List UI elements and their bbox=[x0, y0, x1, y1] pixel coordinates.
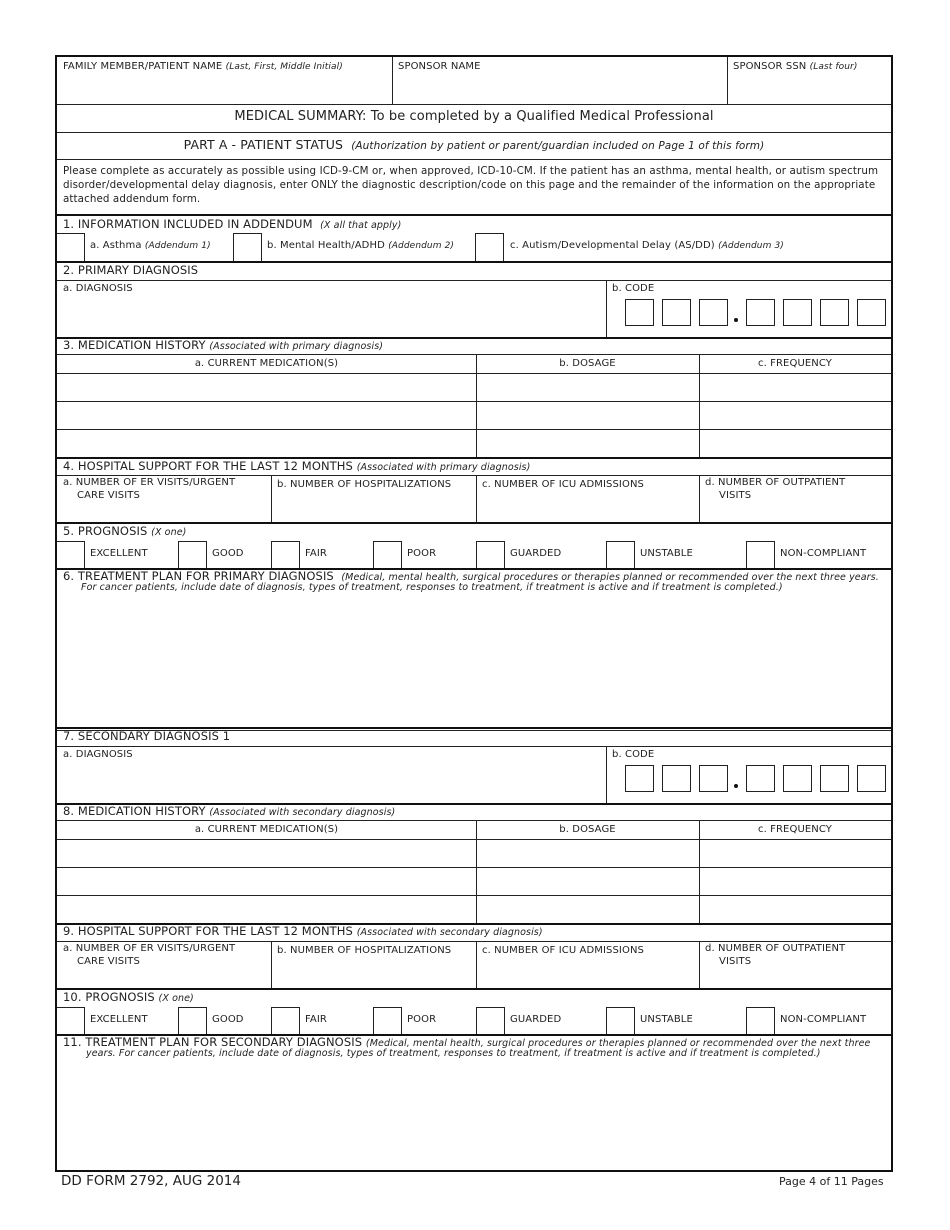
secondary-code-digit[interactable] bbox=[746, 765, 775, 792]
section-6-hint: For cancer patients, include date of diagnosis, types of treatment, responses to treatment, if treatment is active and if treatment is completed.) bbox=[81, 582, 783, 593]
prognosis-option-label: FAIR bbox=[305, 1014, 327, 1025]
patient-name-input[interactable] bbox=[61, 73, 389, 101]
code-decimal-point bbox=[734, 318, 738, 322]
er-visits-label-cont: CARE VISITS bbox=[77, 956, 140, 967]
patient-name-label: FAMILY MEMBER/PATIENT NAME (Last, First, Middle Initial) bbox=[63, 61, 343, 72]
secondary-treatment-plan-input[interactable] bbox=[59, 1063, 889, 1169]
section-1-label: 1. INFORMATION INCLUDED IN ADDENDUM (X all that apply) bbox=[63, 217, 402, 231]
medication-column-header: a. CURRENT MEDICATION(S) bbox=[194, 824, 339, 835]
section-4-label: 4. HOSPITAL SUPPORT FOR THE LAST 12 MONTHS (Associated with primary diagnosis) bbox=[63, 459, 531, 473]
icu-admissions-input[interactable] bbox=[478, 959, 697, 987]
prognosis-excellent-checkbox[interactable] bbox=[58, 542, 83, 567]
prognosis-option-label: POOR bbox=[407, 1014, 437, 1025]
asthma-checkbox[interactable] bbox=[58, 234, 83, 260]
table-row[interactable] bbox=[57, 868, 891, 895]
primary-code-digit[interactable] bbox=[783, 299, 812, 326]
secondary-code-digit[interactable] bbox=[783, 765, 812, 792]
secondary-code-digit[interactable] bbox=[662, 765, 691, 792]
medication-column-header: a. CURRENT MEDICATION(S) bbox=[194, 358, 339, 369]
medical-summary-form bbox=[55, 55, 893, 1172]
asthma-label: a. Asthma (Addendum 1) bbox=[90, 240, 211, 251]
prognosis-noncompliant-checkbox[interactable] bbox=[746, 541, 775, 569]
page-number: Page 4 of 11 Pages bbox=[779, 1175, 884, 1188]
prognosis-option-label: GUARDED bbox=[510, 548, 562, 559]
prognosis-option-label: NON-COMPLIANT bbox=[780, 1014, 867, 1025]
prognosis-poor-checkbox[interactable] bbox=[373, 541, 402, 569]
secondary-code-digit[interactable] bbox=[857, 765, 886, 792]
hospitalizations-label: b. NUMBER OF HOSPITALIZATIONS bbox=[277, 479, 452, 490]
secondary-code-digit[interactable] bbox=[625, 765, 654, 792]
outpatient-visits-input[interactable] bbox=[701, 503, 889, 521]
prognosis-option-label: NON-COMPLIANT bbox=[780, 548, 867, 559]
secondary-diagnosis-input[interactable] bbox=[61, 763, 601, 801]
prognosis-option-label: GUARDED bbox=[510, 1014, 562, 1025]
part-a-heading: PART A - PATIENT STATUS (Authorization by patient or parent/guardian included on Page 1 of this form) bbox=[183, 137, 765, 152]
outpatient-visits-label-cont: VISITS bbox=[719, 956, 752, 967]
er-visits-input[interactable] bbox=[59, 969, 269, 987]
prognosis-good-checkbox[interactable] bbox=[178, 541, 207, 569]
icu-admissions-label: c. NUMBER OF ICU ADMISSIONS bbox=[482, 945, 644, 956]
prognosis-option-label: EXCELLENT bbox=[90, 1014, 148, 1025]
sponsor-name-label: SPONSOR NAME bbox=[398, 61, 481, 72]
mental-health-checkbox[interactable] bbox=[233, 233, 262, 262]
secondary-code-digit[interactable] bbox=[699, 765, 728, 792]
dosage-column-header: b. DOSAGE bbox=[559, 824, 616, 835]
icu-admissions-label: c. NUMBER OF ICU ADMISSIONS bbox=[482, 479, 644, 490]
secondary-code-digit[interactable] bbox=[820, 765, 849, 792]
code-decimal-point bbox=[734, 784, 738, 788]
prognosis-option-label: UNSTABLE bbox=[640, 548, 693, 559]
prognosis-excellent-checkbox[interactable] bbox=[58, 1008, 83, 1033]
primary-code-digit[interactable] bbox=[699, 299, 728, 326]
primary-code-digit[interactable] bbox=[746, 299, 775, 326]
sponsor-ssn-input[interactable] bbox=[731, 73, 889, 101]
prognosis-unstable-checkbox[interactable] bbox=[606, 1007, 635, 1035]
outpatient-visits-label: d. NUMBER OF OUTPATIENT bbox=[705, 477, 846, 488]
er-visits-label-cont: CARE VISITS bbox=[77, 490, 140, 501]
table-row[interactable] bbox=[57, 896, 891, 923]
prognosis-option-label: UNSTABLE bbox=[640, 1014, 693, 1025]
prognosis-fair-checkbox[interactable] bbox=[271, 1007, 300, 1035]
primary-code-digit[interactable] bbox=[857, 299, 886, 326]
section-8-label: 8. MEDICATION HISTORY (Associated with secondary diagnosis) bbox=[63, 804, 396, 818]
section-2-label: 2. PRIMARY DIAGNOSIS bbox=[63, 263, 199, 277]
primary-code-digit[interactable] bbox=[662, 299, 691, 326]
section-6-label: 6. TREATMENT PLAN FOR PRIMARY DIAGNOSIS (Medical, mental health, surgical procedures or therapies planned or recommended over the next three years. bbox=[63, 569, 879, 583]
hospitalizations-label: b. NUMBER OF HOSPITALIZATIONS bbox=[277, 945, 452, 956]
table-row[interactable] bbox=[57, 430, 891, 457]
primary-code-digit[interactable] bbox=[625, 299, 654, 326]
hospitalizations-input[interactable] bbox=[273, 959, 474, 987]
prognosis-option-label: GOOD bbox=[212, 548, 244, 559]
section-11-hint: years. For cancer patients, include date of diagnosis, types of treatment, responses to treatment, if treatment is active and if treatment is completed.) bbox=[86, 1048, 821, 1059]
table-row[interactable] bbox=[57, 374, 891, 401]
prognosis-option-label: GOOD bbox=[212, 1014, 244, 1025]
section-7-label: 7. SECONDARY DIAGNOSIS 1 bbox=[63, 729, 231, 743]
prognosis-option-label: EXCELLENT bbox=[90, 548, 148, 559]
primary-treatment-plan-input[interactable] bbox=[59, 597, 889, 725]
sponsor-ssn-label: SPONSOR SSN (Last four) bbox=[733, 61, 858, 72]
autism-label: c. Autism/Developmental Delay (AS/DD) (Addendum 3) bbox=[510, 240, 784, 251]
prognosis-guarded-checkbox[interactable] bbox=[476, 541, 505, 569]
prognosis-noncompliant-checkbox[interactable] bbox=[746, 1007, 775, 1035]
frequency-column-header: c. FREQUENCY bbox=[758, 824, 832, 835]
prognosis-option-label: POOR bbox=[407, 548, 437, 559]
prognosis-poor-checkbox[interactable] bbox=[373, 1007, 402, 1035]
secondary-code-label: b. CODE bbox=[612, 749, 655, 760]
primary-diagnosis-label: a. DIAGNOSIS bbox=[63, 283, 133, 294]
secondary-diagnosis-label: a. DIAGNOSIS bbox=[63, 749, 133, 760]
instructions-text: Please complete as accurately as possible using ICD-9-CM or, when approved, ICD-10-CM. If the patient has an asthma, mental health, or autism spectrum disorder/developmental delay diagnosis, enter ONLY the diagnostic description/code on this page and the remainder of the information on the appropriate attached addendum form. bbox=[63, 165, 879, 205]
form-identifier: DD FORM 2792, AUG 2014 bbox=[61, 1173, 241, 1189]
er-visits-label: a. NUMBER OF ER VISITS/URGENT bbox=[63, 477, 236, 488]
prognosis-unstable-checkbox[interactable] bbox=[606, 541, 635, 569]
autism-checkbox[interactable] bbox=[475, 233, 504, 262]
primary-diagnosis-input[interactable] bbox=[61, 297, 601, 335]
section-3-label: 3. MEDICATION HISTORY (Associated with primary diagnosis) bbox=[63, 338, 384, 352]
section-11-label: 11. TREATMENT PLAN FOR SECONDARY DIAGNOSIS (Medical, mental health, surgical procedures or therapies planned or recommended over the next three bbox=[63, 1035, 871, 1049]
section-5-label: 5. PROGNOSIS (X one) bbox=[63, 524, 187, 538]
dosage-column-header: b. DOSAGE bbox=[559, 358, 616, 369]
section-10-label: 10. PROGNOSIS (X one) bbox=[63, 990, 194, 1004]
prognosis-good-checkbox[interactable] bbox=[178, 1007, 207, 1035]
prognosis-guarded-checkbox[interactable] bbox=[476, 1007, 505, 1035]
er-visits-input[interactable] bbox=[59, 503, 269, 521]
mental-health-label: b. Mental Health/ADHD (Addendum 2) bbox=[267, 240, 455, 251]
primary-code-digit[interactable] bbox=[820, 299, 849, 326]
outpatient-visits-label: d. NUMBER OF OUTPATIENT bbox=[705, 943, 846, 954]
hospitalizations-input[interactable] bbox=[273, 493, 474, 521]
sponsor-name-input[interactable] bbox=[396, 73, 724, 101]
table-row[interactable] bbox=[57, 840, 891, 867]
table-row[interactable] bbox=[57, 402, 891, 429]
form-title: MEDICAL SUMMARY: To be completed by a Qualified Medical Professional bbox=[234, 109, 714, 124]
outpatient-visits-label-cont: VISITS bbox=[719, 490, 752, 501]
icu-admissions-input[interactable] bbox=[478, 493, 697, 521]
frequency-column-header: c. FREQUENCY bbox=[758, 358, 832, 369]
er-visits-label: a. NUMBER OF ER VISITS/URGENT bbox=[63, 943, 236, 954]
section-9-label: 9. HOSPITAL SUPPORT FOR THE LAST 12 MONTHS (Associated with secondary diagnosis) bbox=[63, 924, 543, 938]
outpatient-visits-input[interactable] bbox=[701, 969, 889, 987]
primary-code-label: b. CODE bbox=[612, 283, 655, 294]
prognosis-option-label: FAIR bbox=[305, 548, 327, 559]
prognosis-fair-checkbox[interactable] bbox=[271, 541, 300, 569]
